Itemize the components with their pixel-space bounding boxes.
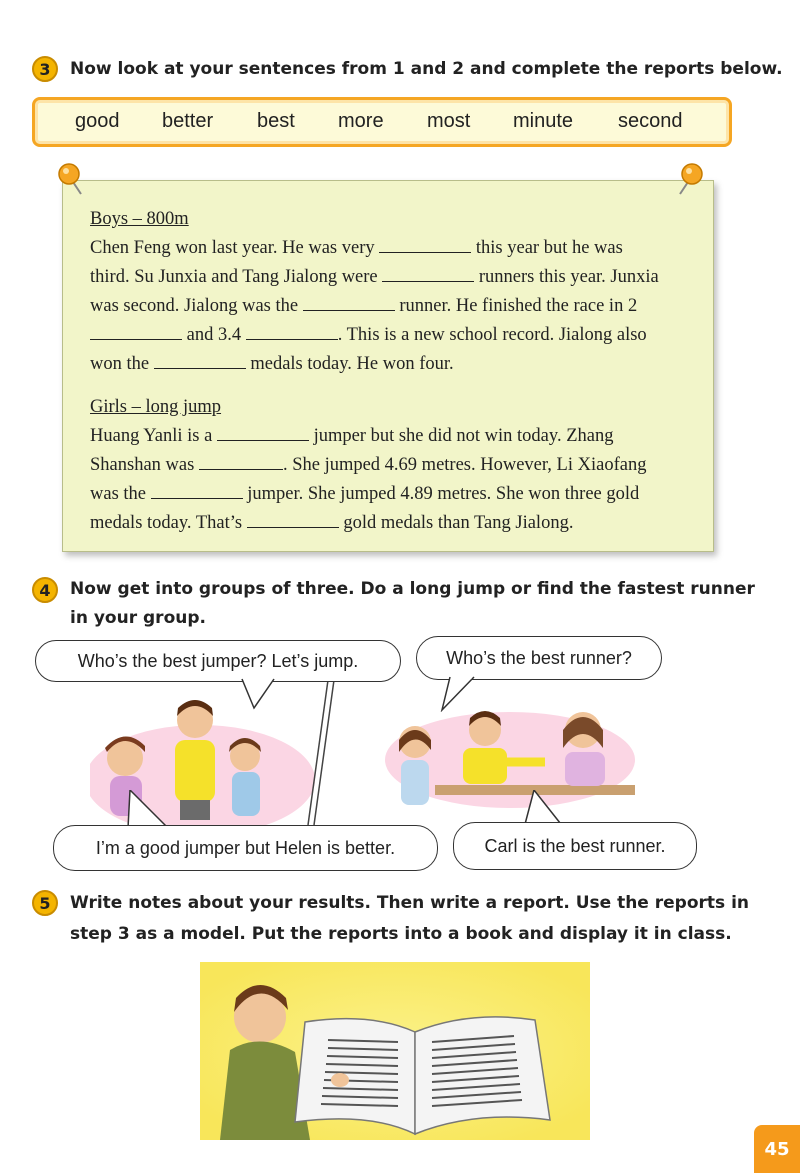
word-more: more — [338, 110, 384, 132]
step-4-instruction-line-1: Now get into groups of three. Do a long jump or find the fastest runner — [70, 579, 755, 599]
boys-line-2: third. Su Junxia and Tang Jialong were runners this year. Junxia — [90, 267, 659, 287]
report-card — [62, 180, 714, 552]
divider-lines — [300, 680, 340, 830]
answer-blank[interactable] — [246, 325, 338, 340]
word-second: second — [618, 110, 683, 132]
boys-heading: Boys – 800m — [90, 209, 189, 229]
answer-blank[interactable] — [303, 296, 395, 311]
girls-line-4: medals today. That’s gold medals than Tang Jialong. — [90, 513, 574, 533]
boys-line-4: and 3.4 . This is a new school record. Jialong also — [90, 321, 690, 350]
answer-blank[interactable] — [247, 513, 339, 528]
boys-line-3: was second. Jialong was the runner. He finished the race in 2 — [90, 296, 638, 316]
bubble-tail — [120, 790, 180, 830]
answer-blank[interactable] — [151, 484, 243, 499]
answer-blank[interactable] — [379, 238, 471, 253]
girls-line-1: Huang Yanli is a jumper but she did not win today. Zhang — [90, 426, 614, 446]
answer-blank[interactable] — [154, 354, 246, 369]
word-most: most — [427, 110, 471, 132]
pushpin-left-icon — [55, 160, 95, 200]
step-5-number: 5 — [32, 890, 58, 916]
word-bank — [32, 97, 732, 147]
answer-blank[interactable] — [382, 267, 474, 282]
answer-blank[interactable] — [90, 325, 182, 340]
step-5-instruction-line-1: Write notes about your results. Then write a report. Use the reports in — [70, 893, 749, 913]
step-3-number: 3 — [32, 56, 58, 82]
word-best: best — [257, 110, 295, 132]
step-4-number: 4 — [32, 577, 58, 603]
speech-bubble-good-jumper: I’m a good jumper but Helen is better. — [53, 825, 438, 871]
pushpin-right-icon — [668, 160, 708, 200]
answer-blank[interactable] — [217, 426, 309, 441]
girls-line-3: was the jumper. She jumped 4.89 metres. She won three gold — [90, 484, 640, 504]
girls-line-2: Shanshan was . She jumped 4.69 metres. However, Li Xiaofang — [90, 455, 647, 475]
speech-bubble-best-runner: Who’s the best runner? — [416, 636, 662, 680]
word-better: better — [162, 110, 214, 132]
runners-illustration — [385, 700, 640, 810]
bubble-tail — [440, 676, 480, 712]
word-minute: minute — [513, 110, 574, 132]
step-4-instruction-line-2: in your group. — [70, 608, 206, 628]
step-3-instruction: Now look at your sentences from 1 and 2 and complete the reports below. — [70, 59, 783, 79]
book-illustration — [200, 962, 590, 1140]
step-5-instruction-line-2: step 3 as a model. Put the reports into a book and display it in class. — [70, 924, 732, 944]
page-number: 45 — [754, 1125, 800, 1173]
word-good: good — [75, 110, 120, 132]
girls-heading: Girls – long jump — [90, 397, 222, 417]
speech-bubble-best-jumper: Who’s the best jumper? Let’s jump. — [35, 640, 401, 682]
boys-line-5: won the medals today. He won four. — [90, 354, 454, 374]
answer-blank[interactable] — [199, 455, 283, 470]
bubble-tail — [240, 678, 280, 710]
speech-bubble-best-runner-answer: Carl is the best runner. — [453, 822, 697, 870]
boys-line-1: Chen Feng won last year. He was very this year but he was — [90, 238, 623, 258]
